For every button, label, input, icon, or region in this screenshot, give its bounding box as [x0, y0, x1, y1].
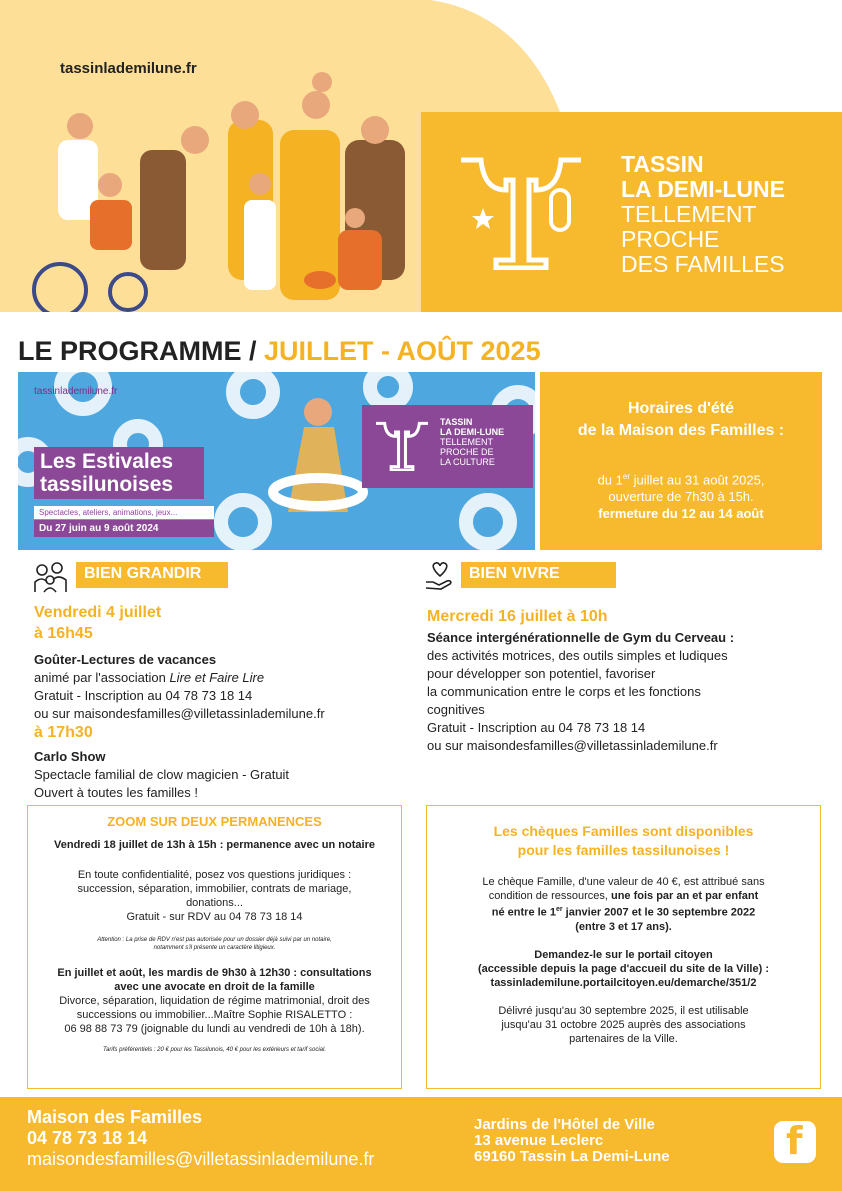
event-time: à 17h30 — [34, 724, 93, 741]
city-logo-icon — [461, 150, 581, 270]
event-line: pour développer son potentiel, favoriser — [427, 666, 656, 681]
permanence-line: successions ou immobilier...Maître Sophie RISALETTO : — [76, 1009, 353, 1021]
cheques-line: Le chèque Famille, d'une valeur de 40 €, est attribué sans — [482, 876, 765, 888]
facebook-icon[interactable]: f — [774, 1121, 816, 1163]
banner-logo-line: TELLEMENT — [440, 437, 494, 447]
summer-hours-title — [540, 398, 822, 442]
summer-hours-title-line: Horaires d'été — [627, 400, 735, 417]
footer — [0, 1097, 842, 1191]
footer-address-line: 69160 Tassin La Demi-Lune — [474, 1148, 670, 1165]
permanence-details — [28, 994, 401, 1036]
banner-logo — [362, 405, 533, 488]
footer-address-line: Jardins de l'Hôtel de Ville — [474, 1116, 655, 1133]
brand-line: LA DEMI-LUNE — [621, 176, 785, 202]
event-line: la communication entre le corps et les fonctions — [427, 684, 701, 699]
permanence-title: Vendredi 18 juillet de 13h à 15h : permanence avec un notaire — [54, 839, 375, 851]
summer-hours-line: du 1er juillet au 31 août 2025, — [597, 472, 765, 488]
event-details — [34, 651, 414, 723]
banner-title-line: tassilunoises — [40, 473, 174, 496]
program-title-period: JUILLET - AOÛT 2025 — [264, 336, 541, 366]
event-line: des activités motrices, des outils simples et ludiques — [427, 648, 728, 663]
program-title — [18, 336, 541, 367]
bien-vivre-heading: BIEN VIVRE — [461, 562, 616, 588]
permanence-rates-note: Tarifs préférentiels : 20 € pour les Tassilunois, 40 € pour les extérieurs et tarif social. — [102, 1047, 326, 1053]
event-line: Gratuit - Inscription au 04 78 73 18 14 — [427, 720, 646, 735]
brand-line: TASSIN — [621, 151, 704, 177]
permanence-line: 06 98 88 73 79 (joignable du lundi au vendredi de 10h à 18h). — [64, 1023, 365, 1035]
woman-figure — [273, 398, 363, 512]
cheques-portal — [427, 948, 820, 990]
summer-hours-line: ouverture de 7h30 à 15h. — [608, 489, 754, 505]
summer-hours-closure: fermeture du 12 au 14 août — [598, 506, 764, 522]
brand-text — [621, 152, 785, 277]
event-title: Goûter-Lectures de vacances — [34, 652, 217, 667]
brand-box — [421, 112, 842, 312]
event-details — [427, 629, 827, 755]
permanence-line: succession, séparation, immobilier, contrats de mariage, — [77, 883, 352, 895]
permanence-note — [28, 936, 401, 952]
footer-name: Maison des Familles — [27, 1107, 203, 1127]
cheques-title-line: pour les familles tassilunoises ! — [517, 842, 730, 858]
event-line: Spectacle familial de clow magicien - Gratuit — [34, 767, 290, 782]
banner-url: tassinlademilune.fr — [34, 386, 118, 397]
footer-address — [474, 1117, 670, 1165]
brand-line: DES FAMILLES — [621, 251, 785, 277]
footer-address-line: 13 avenue Leclerc — [474, 1132, 604, 1149]
cheques-familles-box — [426, 805, 821, 1089]
cheques-validity — [427, 1004, 820, 1046]
permanence-title — [28, 966, 401, 994]
banner-title-line: Les Estivales — [40, 450, 174, 473]
event-email[interactable]: ou sur maisondesfamilles@villetassinlademilune.fr — [427, 738, 718, 753]
permanence-details — [28, 868, 401, 924]
banner-title — [34, 447, 204, 499]
banner-subtitle: Spectacles, ateliers, animations, jeux... — [34, 506, 214, 519]
banner-logo-text — [440, 417, 504, 467]
footer-contact — [27, 1107, 374, 1170]
event-date — [34, 602, 161, 644]
bien-grandir-heading: BIEN GRANDIR — [76, 562, 228, 588]
permanence-note-line: notamment s'il présente un caractère litigieux. — [153, 945, 276, 951]
permanence-title-line: En juillet et août, les mardis de 9h30 à 12h30 : consultations — [57, 967, 372, 979]
event-line: cognitives — [427, 702, 485, 717]
permanence-line: donations... — [186, 897, 243, 909]
zoom-permanences-box — [27, 805, 402, 1089]
cheques-validity-line: partenaires de la Ville. — [569, 1032, 678, 1045]
event-date-line: à 16h45 — [34, 625, 93, 642]
footer-phone[interactable]: 04 78 73 18 14 — [27, 1128, 148, 1148]
estivales-banner[interactable] — [18, 372, 535, 550]
site-url[interactable]: tassinlademilune.fr — [60, 60, 197, 77]
banner-logo-line: TASSIN — [440, 417, 473, 427]
cheques-validity-line: Délivré jusqu'au 30 septembre 2025, il est utilisable — [498, 1004, 749, 1017]
cheques-title-line: Les chèques Familles sont disponibles — [493, 823, 754, 839]
brand-line: PROCHE — [621, 226, 720, 252]
event-line: animé par l'association Lire et Faire Lire — [34, 670, 265, 685]
brand-line: TELLEMENT — [621, 201, 757, 227]
footer-email[interactable]: maisondesfamilles@villetassinlademilune.fr — [27, 1149, 375, 1169]
cheques-details — [427, 875, 820, 934]
event-date: Mercredi 16 juillet à 10h — [427, 608, 608, 625]
cheques-portal-link[interactable]: tassinlademilune.portailcitoyen.eu/demarche/351/2 — [490, 976, 757, 989]
cheques-portal-line: Demandez-le sur le portail citoyen — [534, 948, 713, 961]
event-date-line: Vendredi 4 juillet — [34, 604, 162, 621]
cheques-portal-line: (accessible depuis la page d'accueil du site de la Ville) : — [478, 962, 769, 975]
event-title: Carlo Show — [34, 749, 106, 764]
banner-logo-line: LA DEMI-LUNE — [440, 427, 505, 437]
summer-hours-title-line: de la Maison des Familles : — [577, 422, 785, 439]
cheques-validity-line: jusqu'au 31 octobre 2025 auprès des associations — [501, 1018, 746, 1031]
permanence-title-line: avec une avocate en droit de la famille — [114, 981, 315, 993]
permanence-line: Divorce, séparation, liquidation de régime matrimonial, droit des — [59, 995, 370, 1007]
cheques-title — [427, 822, 820, 860]
program-title-main: LE PROGRAMME / — [18, 336, 257, 366]
cheques-line: condition de ressources, une fois par an et par enfant — [488, 890, 759, 902]
event-details — [34, 748, 414, 802]
summer-hours-box — [540, 372, 822, 550]
zoom-title: ZOOM SUR DEUX PERMANENCES — [107, 814, 322, 829]
event-line: Gratuit - Inscription au 04 78 73 18 14 — [34, 688, 253, 703]
city-logo-icon — [376, 419, 428, 471]
banner-logo-line: PROCHE DE — [440, 447, 494, 457]
family-icon — [33, 562, 69, 594]
heart-hand-icon — [425, 562, 455, 590]
summer-hours-body — [540, 468, 822, 522]
banner-dates: Du 27 juin au 9 août 2024 — [34, 520, 214, 537]
permanence-note-line: Attention : La prise de RDV n'est pas autorisée pour un dossier déjà suivi par un notaire, — [97, 937, 332, 943]
cheques-line: né entre le 1er janvier 2007 et le 30 septembre 2022 — [491, 906, 756, 919]
permanence-line: En toute confidentialité, posez vos questions juridiques : — [77, 869, 352, 881]
event-line: Ouvert à toutes les familles ! — [34, 785, 199, 800]
permanence-line: Gratuit - sur RDV au 04 78 73 18 14 — [126, 911, 303, 923]
event-email[interactable]: ou sur maisondesfamilles@villetassinlademilune.fr — [34, 706, 325, 721]
event-title: Séance intergénérationnelle de Gym du Cerveau : — [427, 630, 735, 645]
cheques-line: (entre 3 et 17 ans). — [575, 920, 672, 933]
banner-logo-line: LA CULTURE — [440, 457, 495, 467]
